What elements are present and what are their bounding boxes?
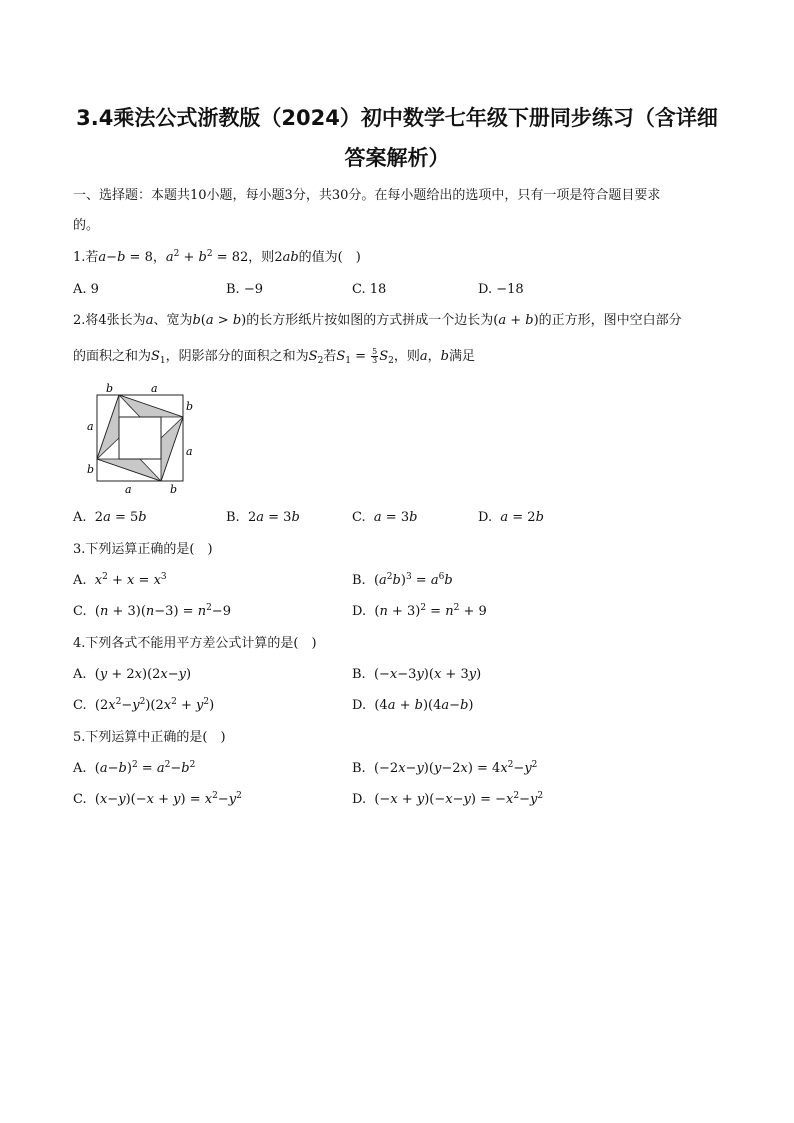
q3-option-c[interactable]: C. $(n + 3)(n-3) = n^2-9$ [73,603,231,619]
question-2-stem-line2: 的面积之和为$S_1$，阴影部分的面积之和为$S_2$若$S_1$ = $\frac{5}{3}$ $S_2$，则a，b满足 [73,347,476,366]
q2-option-c[interactable]: C. a = 3b [352,510,418,525]
q3-option-d[interactable]: D. $(n + 3)^2 = n^2 + 9$ [352,603,487,619]
question-1-stem: 1.若a−b = 8，$a^2 + b^2 = 82$，则2ab的值为( ) [73,249,361,265]
q5-option-c[interactable]: C. $(x-y)(-x + y) = x^2-y^2$ [73,791,242,807]
fig-label-left-a: a [87,420,94,433]
page-title-line2: 答案解析） [344,146,450,170]
fig-label-right-a: a [186,445,193,458]
q2-option-a[interactable]: A. 2a = 5b [73,510,147,525]
fig-label-top-b: b [106,382,114,395]
center-square [119,417,161,459]
fig-label-top-a: a [151,382,158,395]
q1-option-b[interactable]: B. −9 [226,282,263,297]
fig-label-bottom-b: b [170,483,178,496]
question-2-stem-line1: 2.将4张长为a、宽为b(a > b)的长方形纸片按如图的方式拼成一个边长为(a + b)的正方形，图中空白部分 [73,313,682,328]
q4-option-c[interactable]: C. $(2x^2-y^2)(2x^2 + y^2)$ [73,697,215,713]
q1-option-a[interactable]: A. 9 [73,282,99,297]
q3-option-a[interactable]: A. $x^2 + x = x^3$ [73,572,167,588]
question-3-stem: 3.下列运算正确的是( ) [73,542,213,557]
question-4-stem: 4.下列各式不能用平方差公式计算的是( ) [73,636,317,651]
instructions-line1: 一、选择题：本题共10小题，每小题3分，共30分。在每小题给出的选项中，只有一项是符合题目要求 [73,188,661,203]
question-5-stem: 5.下列运算中正确的是( ) [73,730,226,745]
fig-label-bottom-a: a [125,483,132,496]
fig-label-right-b: b [186,400,194,413]
q4-option-a[interactable]: A. (y + 2x)(2x−y) [73,667,192,682]
q2-option-b[interactable]: B. 2a = 3b [226,510,300,525]
squares-figure [82,380,202,500]
q5-option-b[interactable]: B. $(-2x-y)(y-2x) = 4x^2-y^2$ [352,760,538,776]
instructions-line2: 的。 [73,218,100,233]
q1-option-d[interactable]: D. −18 [478,282,524,297]
q1-option-c[interactable]: C. 18 [352,282,387,297]
q4-option-d[interactable]: D. (4a + b)(4a−b) [352,698,474,713]
q4-option-b[interactable]: B. (−x−3y)(x + 3y) [352,667,482,682]
q5-option-d[interactable]: D. $(-x + y)(-x-y) = -x^2-y^2$ [352,791,544,807]
fig-label-left-b: b [87,463,95,476]
q2-option-d[interactable]: D. a = 2b [478,510,544,525]
page-title-line1: 3.4乘法公式浙教版（2024）初中数学七年级下册同步练习（含详细 [76,106,718,130]
q3-option-b[interactable]: B. $(a^2b)^3 = a^6b$ [352,572,453,588]
q5-option-a[interactable]: A. $(a-b)^2 = a^2-b^2$ [73,760,196,776]
